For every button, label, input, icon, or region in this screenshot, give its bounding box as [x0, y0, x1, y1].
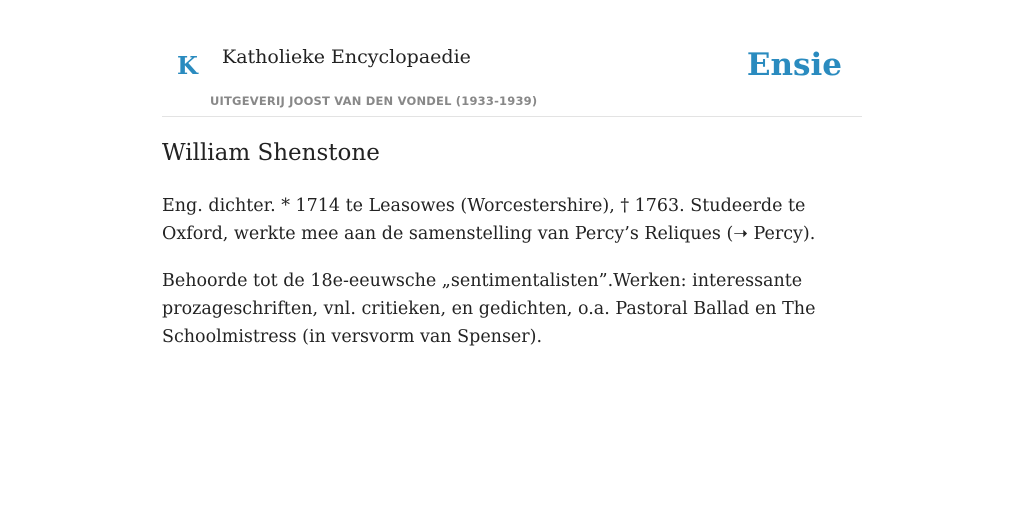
article-title: William Shenstone [162, 140, 380, 166]
article-paragraph-2: Behoorde tot de 18e-eeuwsche „sentimentalisten”.Werken: interessante prozageschriften, vnl. critieken, en gedichten, o.a. Pastoral Ballad en The Schoolmistress (in versvorm van Spenser). [162, 271, 816, 347]
logo-k-link[interactable]: K [177, 51, 198, 80]
ensie-brand-link[interactable]: Ensie [746, 47, 842, 83]
site-header [162, 0, 862, 117]
site-title: Katholieke Encyclopaedie [222, 46, 471, 68]
publisher-subtitle: UITGEVERIJ JOOST VAN DEN VONDEL (1933-1939) [210, 94, 538, 108]
paragraph-1-text-end: ). [802, 224, 816, 244]
paragraph-1-text: Eng. dichter. * 1714 te Leasowes (Worcestershire), † 1763. Studeerde te Oxford, werkte mee aan de samenstelling van Percy’s Reliques ( [162, 196, 806, 244]
article-body [162, 192, 862, 370]
percy-cross-reference-link[interactable]: ➝ Percy [733, 224, 803, 244]
page [162, 0, 862, 512]
article-paragraph-1 [162, 192, 862, 248]
